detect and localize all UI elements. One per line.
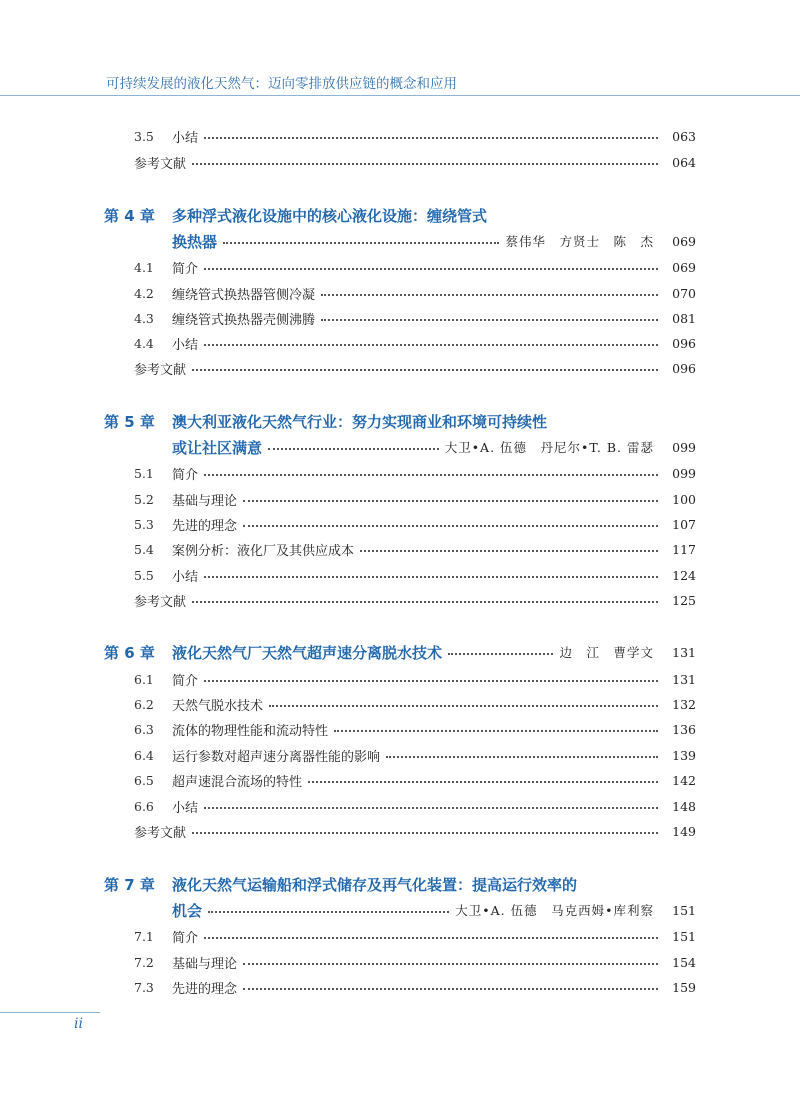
dot-leader: [360, 550, 658, 552]
section-number: 6.5: [134, 772, 154, 788]
section-title: 先进的理念: [172, 518, 238, 534]
toc-entry-4-4[interactable]: [0, 333, 800, 353]
section-number: 6.3: [134, 721, 154, 737]
toc-entry-5-1[interactable]: [0, 463, 800, 483]
toc-entry-6-6[interactable]: [0, 796, 800, 816]
chapter-title-continued: 或让社区满意: [172, 438, 263, 457]
section-title: 简介: [172, 467, 199, 483]
dot-leader: [204, 937, 658, 939]
chapter-5-heading[interactable]: [0, 409, 800, 433]
chapter-6-heading[interactable]: [0, 641, 800, 663]
page-number: 117: [672, 541, 696, 557]
page-number: 069: [672, 233, 696, 249]
section-title: 缠绕管式换热器壳侧沸腾: [172, 312, 316, 328]
header-rule: [0, 95, 800, 96]
section-title: 简介: [172, 930, 199, 946]
toc-entry-3-5[interactable]: [0, 126, 800, 146]
toc-entry-6-1[interactable]: [0, 669, 800, 689]
references-title: 参考文献: [134, 594, 187, 610]
toc-entry-ch6-references[interactable]: [0, 821, 800, 841]
page-number: 139: [672, 747, 696, 763]
chapter-label: 第 5 章: [104, 412, 155, 431]
page-number: 107: [672, 516, 696, 532]
page-number: 124: [672, 567, 696, 583]
page-number: 132: [672, 696, 696, 712]
chapter-title-continued: 机会: [172, 901, 203, 920]
section-number: 4.3: [134, 310, 154, 326]
section-title: 运行参数对超声速分离器性能的影响: [172, 749, 381, 765]
chapter-title: 多种浮式液化设施中的核心液化设施：缠绕管式: [172, 206, 488, 225]
dot-leader: [243, 500, 658, 502]
page-number: 149: [672, 823, 696, 839]
section-title: 天然气脱水技术: [172, 698, 264, 714]
toc-entry-4-3[interactable]: [0, 308, 800, 328]
section-title: 简介: [172, 261, 199, 277]
section-number: 3.5: [134, 128, 154, 144]
chapter-4-heading[interactable]: [0, 203, 800, 227]
running-header-title: 可持续发展的液化天然气：迈向零排放供应链的概念和应用: [106, 76, 457, 92]
dot-leader: [208, 911, 449, 913]
toc-entry-6-4[interactable]: [0, 745, 800, 765]
page-number: 100: [672, 491, 696, 507]
dot-leader: [308, 781, 658, 783]
section-number: 7.1: [134, 928, 154, 944]
dot-leader: [204, 807, 658, 809]
chapter-5-heading-cont[interactable]: [0, 436, 800, 458]
chapter-7-heading[interactable]: [0, 872, 800, 896]
section-number: 6.1: [134, 671, 154, 687]
section-title: 简介: [172, 673, 199, 689]
chapter-authors: 大卫•A. 伍德 丹尼尔•T. B. 雷瑟: [444, 440, 654, 455]
page-number: 148: [672, 798, 696, 814]
dot-leader: [321, 294, 658, 296]
page-number: 069: [672, 259, 696, 275]
section-title: 缠绕管式换热器管侧冷凝: [172, 287, 316, 303]
section-number: 5.4: [134, 541, 154, 557]
toc-entry-ch4-references[interactable]: [0, 358, 800, 378]
chapter-authors: 蔡伟华 方贤士 陈 杰: [505, 234, 654, 249]
dot-leader: [223, 242, 499, 244]
references-title: 参考文献: [134, 156, 187, 172]
references-title: 参考文献: [134, 825, 187, 841]
section-title: 小结: [172, 337, 199, 353]
page-number: 081: [672, 310, 696, 326]
page-number: 070: [672, 285, 696, 301]
chapter-title-continued: 换热器: [172, 232, 218, 251]
dot-leader: [204, 268, 658, 270]
page-number: 063: [672, 128, 696, 144]
toc-entry-5-4[interactable]: [0, 539, 800, 559]
chapter-title: 液化天然气运输船和浮式储存及再气化装置：提高运行效率的: [172, 875, 578, 894]
section-title: 小结: [172, 569, 199, 585]
page-folio: ii: [74, 1016, 83, 1032]
dot-leader: [192, 601, 658, 603]
dot-leader: [192, 832, 658, 834]
dot-leader: [243, 988, 658, 990]
section-title: 基础与理论: [172, 493, 238, 509]
dot-leader: [204, 344, 658, 346]
page-number: 125: [672, 592, 696, 608]
dot-leader: [448, 653, 553, 655]
references-title: 参考文献: [134, 362, 187, 378]
section-title: 小结: [172, 130, 199, 146]
page-number: 151: [672, 902, 696, 918]
toc-entry-6-2[interactable]: [0, 694, 800, 714]
toc-entry-6-5[interactable]: [0, 770, 800, 790]
chapter-label: 第 7 章: [104, 875, 155, 894]
dot-leader: [192, 369, 658, 371]
page-number: 099: [672, 439, 696, 455]
page-number: 096: [672, 335, 696, 351]
chapter-7-heading-cont[interactable]: [0, 899, 800, 921]
folio-rule: [0, 1012, 100, 1013]
section-number: 5.3: [134, 516, 154, 532]
section-number: 6.4: [134, 747, 154, 763]
toc-entry-6-3[interactable]: [0, 719, 800, 739]
page-number: 151: [672, 928, 696, 944]
dot-leader: [243, 963, 658, 965]
dot-leader: [243, 525, 658, 527]
dot-leader: [268, 448, 439, 450]
dot-leader: [334, 730, 658, 732]
page-number: 131: [672, 671, 696, 687]
toc-entry-7-3[interactable]: [0, 977, 800, 997]
page-number: 131: [672, 644, 696, 660]
page-number: 099: [672, 465, 696, 481]
chapter-label: 第 4 章: [104, 206, 155, 225]
section-title: 流体的物理性能和流动特性: [172, 723, 329, 739]
section-number: 5.1: [134, 465, 154, 481]
toc-entry-ch5-references[interactable]: [0, 590, 800, 610]
chapter-title: 澳大利亚液化天然气行业：努力实现商业和环境可持续性: [172, 412, 548, 431]
section-number: 4.2: [134, 285, 154, 301]
toc-entry-5-2[interactable]: [0, 489, 800, 509]
dot-leader: [321, 319, 658, 321]
toc-entry-7-2[interactable]: [0, 952, 800, 972]
toc-entry-ch3-references[interactable]: [0, 152, 800, 172]
chapter-authors: 边 江 曹学文: [559, 645, 654, 660]
page-number: 159: [672, 979, 696, 995]
chapter-title: 液化天然气厂天然气超声速分离脱水技术: [172, 643, 443, 662]
dot-leader: [192, 163, 658, 165]
dot-leader: [269, 705, 658, 707]
section-number: 4.4: [134, 335, 154, 351]
section-number: 5.5: [134, 567, 154, 583]
toc-entry-5-5[interactable]: [0, 565, 800, 585]
dot-leader: [204, 137, 658, 139]
page-number: 154: [672, 954, 696, 970]
section-number: 7.3: [134, 979, 154, 995]
section-number: 4.1: [134, 259, 154, 275]
page-number: 096: [672, 360, 696, 376]
page-number: 064: [672, 154, 696, 170]
dot-leader: [386, 756, 658, 758]
toc-entry-4-1[interactable]: [0, 257, 800, 277]
chapter-4-heading-cont[interactable]: [0, 230, 800, 252]
section-number: 7.2: [134, 954, 154, 970]
section-title: 基础与理论: [172, 956, 238, 972]
dot-leader: [204, 680, 658, 682]
section-number: 5.2: [134, 491, 154, 507]
toc-entry-4-2[interactable]: [0, 283, 800, 303]
section-title: 案例分析：液化厂及其供应成本: [172, 543, 355, 559]
section-number: 6.6: [134, 798, 154, 814]
section-number: 6.2: [134, 696, 154, 712]
section-title: 小结: [172, 800, 199, 816]
toc-entry-5-3[interactable]: [0, 514, 800, 534]
chapter-authors: 大卫•A. 伍德 马克西姆•库利察: [455, 903, 654, 918]
page-number: 136: [672, 721, 696, 737]
section-title: 先进的理念: [172, 981, 238, 997]
page-number: 142: [672, 772, 696, 788]
toc-entry-7-1[interactable]: [0, 926, 800, 946]
dot-leader: [204, 576, 658, 578]
section-title: 超声速混合流场的特性: [172, 774, 303, 790]
dot-leader: [204, 474, 658, 476]
chapter-label: 第 6 章: [104, 643, 155, 662]
